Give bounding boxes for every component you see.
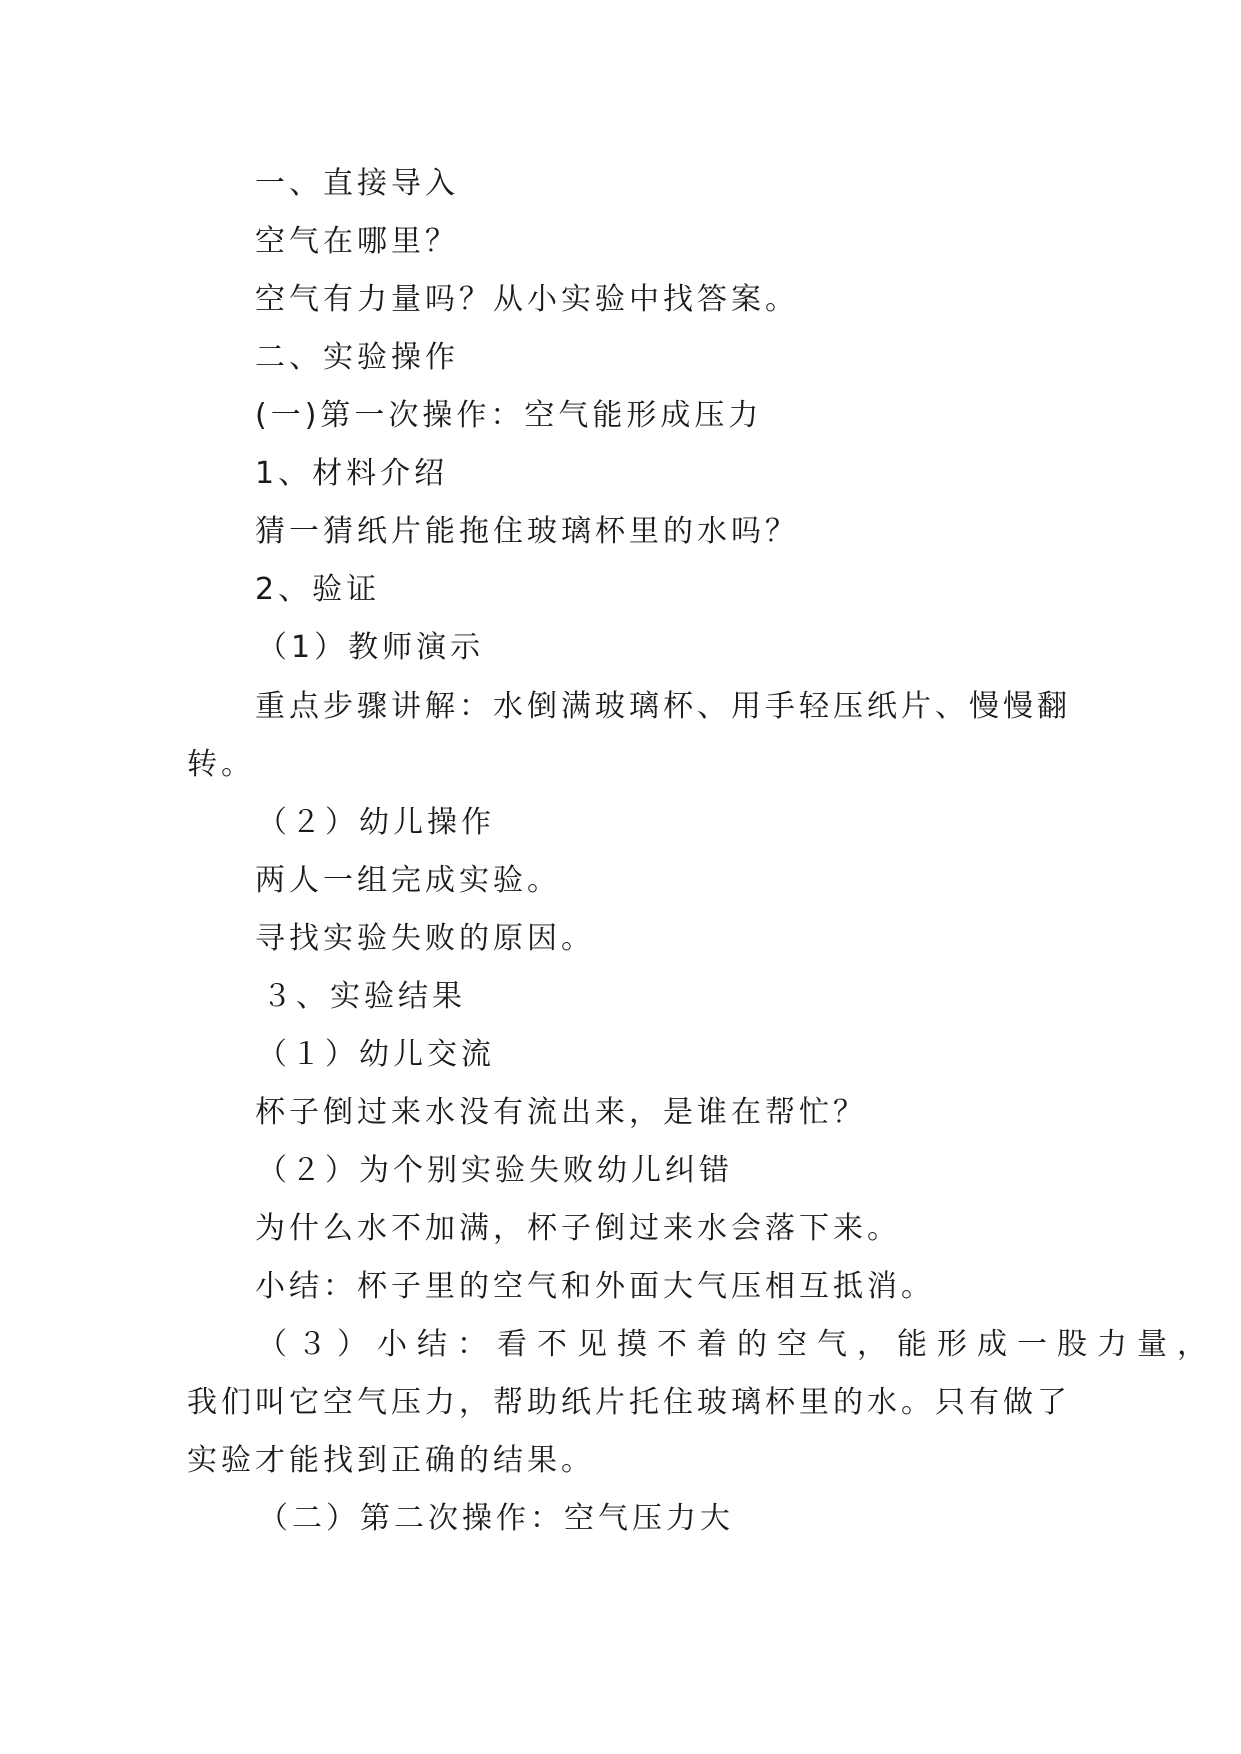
paragraph-continuation: 实验才能找到正确的结果。 <box>187 1443 595 1478</box>
paragraph-continuation: 转。 <box>187 747 255 782</box>
summary-line: （３）小结：看不见摸不着的空气，能形成一股力量， <box>257 1327 1217 1362</box>
paragraph-line: 为什么水不加满，杯子倒过来水会落下来。 <box>255 1211 901 1246</box>
numbered-heading: ３、实验结果 <box>262 979 466 1014</box>
sub-item-heading: （２）幼儿操作 <box>257 805 495 840</box>
paragraph-line: 寻找实验失败的原因。 <box>255 921 595 956</box>
subsection-heading: （二）第二次操作：空气压力大 <box>258 1501 734 1536</box>
paragraph-line: 猜一猜纸片能拖住玻璃杯里的水吗？ <box>255 514 799 549</box>
paragraph-line: 空气有力量吗？从小实验中找答案。 <box>255 282 799 317</box>
paragraph-line: 两人一组完成实验。 <box>255 863 561 898</box>
section-heading-2: 二、实验操作 <box>255 340 459 375</box>
numbered-heading: 1、材料介绍 <box>255 456 449 491</box>
sub-item-heading: （１）幼儿交流 <box>257 1037 495 1072</box>
sub-item-heading: （1）教师演示 <box>257 630 485 665</box>
paragraph-line: 重点步骤讲解：水倒满玻璃杯、用手轻压纸片、慢慢翻 <box>255 689 1071 724</box>
paragraph-line: 杯子倒过来水没有流出来，是谁在帮忙？ <box>255 1095 867 1130</box>
subsection-heading: (一)第一次操作：空气能形成压力 <box>255 398 763 433</box>
paragraph-line: 空气在哪里？ <box>255 224 459 259</box>
sub-item-heading: （２）为个别实验失败幼儿纠错 <box>257 1153 733 1188</box>
section-heading-1: 一、直接导入 <box>255 166 459 201</box>
numbered-heading: 2、验证 <box>255 572 381 607</box>
paragraph-line: 小结：杯子里的空气和外面大气压相互抵消。 <box>255 1269 935 1304</box>
paragraph-continuation: 我们叫它空气压力，帮助纸片托住玻璃杯里的水。只有做了 <box>187 1385 1071 1420</box>
